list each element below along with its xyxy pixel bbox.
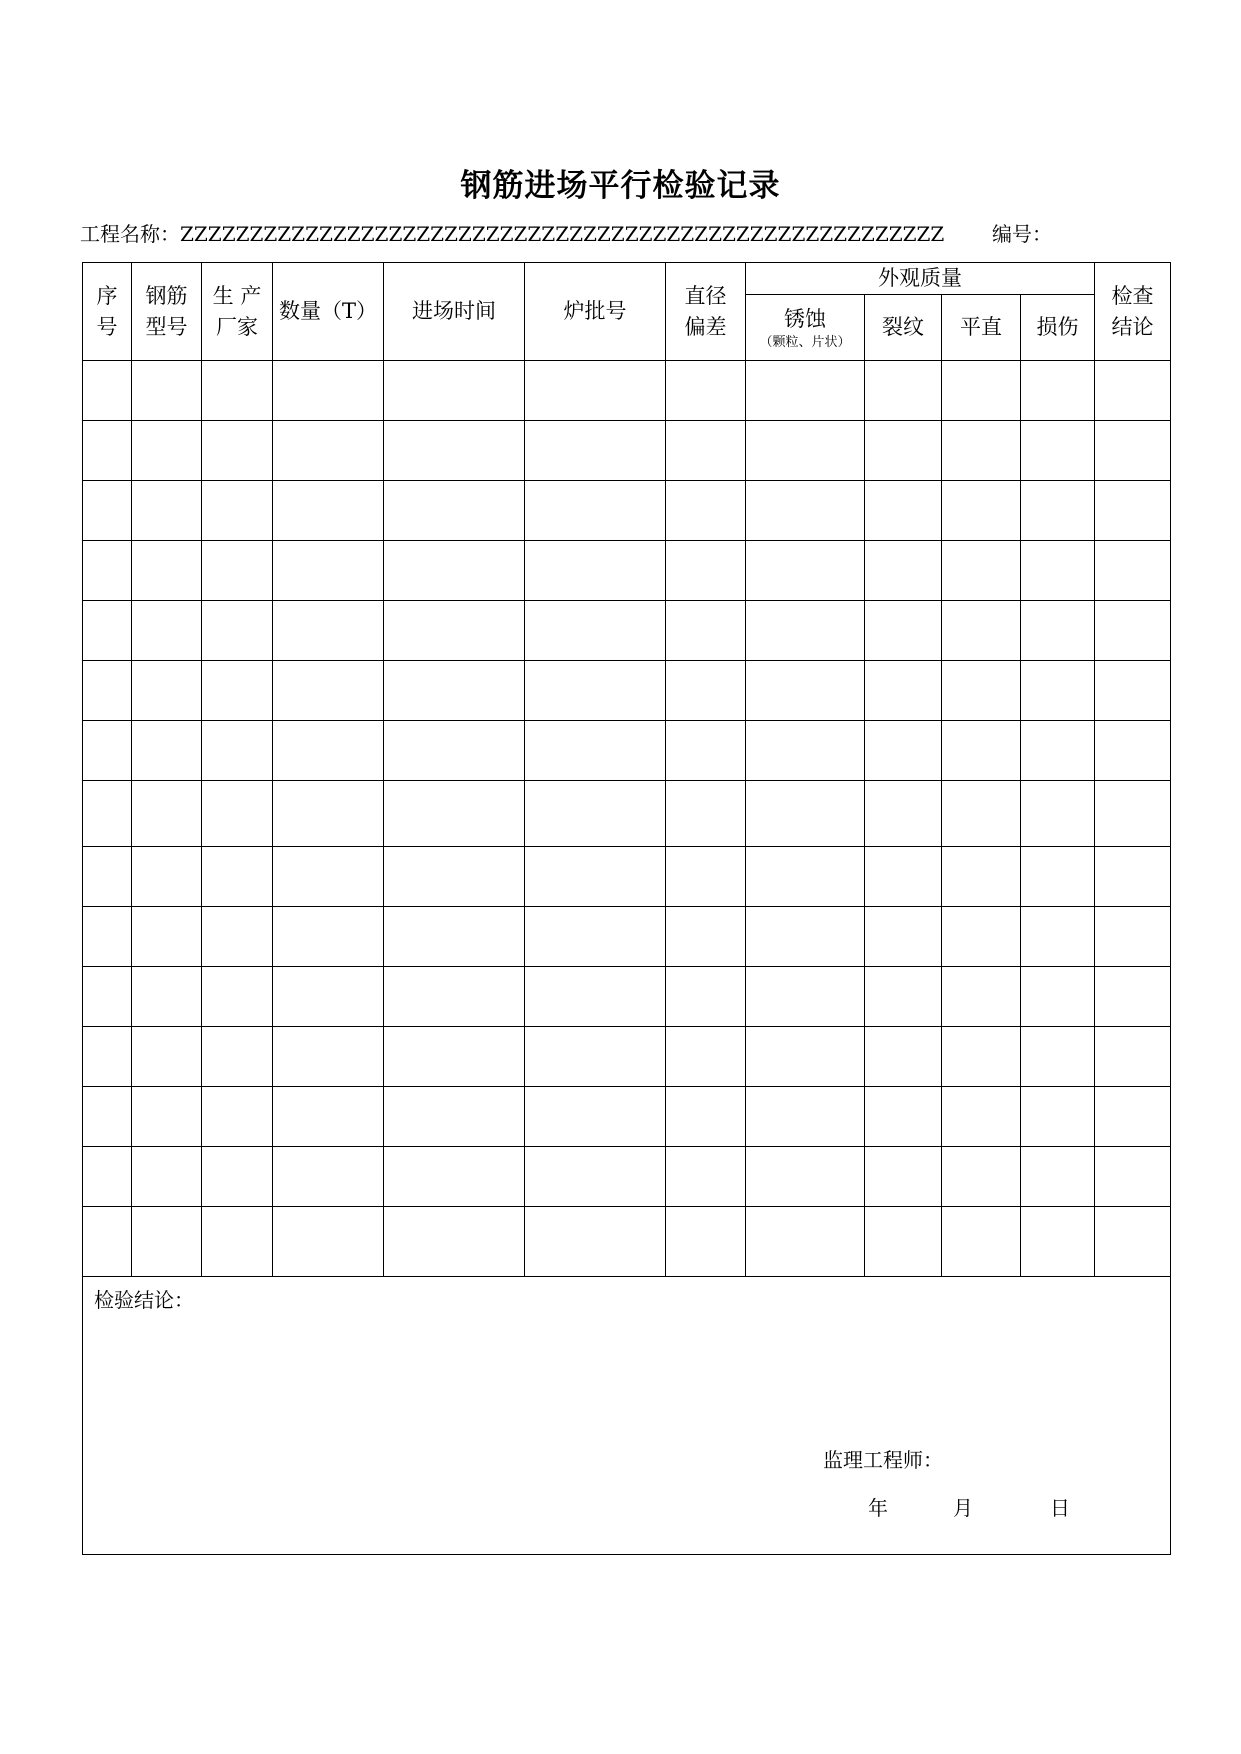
- table-cell: [746, 541, 865, 601]
- table-cell: [273, 361, 384, 421]
- table-cell: [666, 1147, 746, 1207]
- table-cell: [132, 481, 202, 541]
- date-year-label: 年: [868, 1496, 888, 1520]
- table-cell: [132, 541, 202, 601]
- table-cell: [746, 1147, 865, 1207]
- table-cell: [1095, 421, 1171, 481]
- table-cell: [865, 481, 942, 541]
- table-cell: [384, 421, 525, 481]
- table-cell: [273, 601, 384, 661]
- table-cell: [1095, 361, 1171, 421]
- table-cell: [525, 907, 666, 967]
- table-cell: [83, 661, 132, 721]
- header-batch-no: 炉批号: [525, 263, 666, 361]
- table-cell: [202, 421, 273, 481]
- table-cell: [1095, 481, 1171, 541]
- table-cell: [202, 481, 273, 541]
- table-row: [83, 361, 1171, 421]
- header-straightness: 平直: [942, 295, 1021, 361]
- table-cell: [666, 541, 746, 601]
- table-row: [83, 847, 1171, 907]
- table-cell: [942, 907, 1021, 967]
- conclusion-label: 检验结论：: [94, 1288, 194, 1312]
- table-cell: [384, 541, 525, 601]
- table-cell: [525, 541, 666, 601]
- table-row: [83, 541, 1171, 601]
- table-cell: [865, 361, 942, 421]
- table-cell: [1021, 601, 1095, 661]
- table-row: [83, 661, 1171, 721]
- table-cell: [1095, 1207, 1171, 1277]
- table-row: [83, 601, 1171, 661]
- table-cell: [202, 361, 273, 421]
- table-cell: [525, 481, 666, 541]
- supervisor-label: 监理工程师：: [823, 1448, 943, 1472]
- table-cell: [384, 1087, 525, 1147]
- table-cell: [1095, 601, 1171, 661]
- table-cell: [83, 907, 132, 967]
- table-cell: [83, 1087, 132, 1147]
- table-cell: [83, 481, 132, 541]
- table-cell: [132, 721, 202, 781]
- table-cell: [942, 361, 1021, 421]
- table-cell: [132, 781, 202, 847]
- table-cell: [746, 661, 865, 721]
- table-cell: [273, 1147, 384, 1207]
- table-cell: [666, 1087, 746, 1147]
- table-cell: [132, 361, 202, 421]
- table-row: [83, 781, 1171, 847]
- table-cell: [273, 721, 384, 781]
- table-cell: [1095, 781, 1171, 847]
- table-cell: [384, 661, 525, 721]
- table-cell: [1095, 541, 1171, 601]
- table-cell: [202, 721, 273, 781]
- table-cell: [1095, 1147, 1171, 1207]
- table-cell: [1095, 967, 1171, 1027]
- table-cell: [202, 967, 273, 1027]
- table-cell: [132, 1147, 202, 1207]
- table-cell: [202, 1087, 273, 1147]
- table-cell: [1021, 661, 1095, 721]
- table-cell: [83, 1147, 132, 1207]
- table-cell: [746, 421, 865, 481]
- project-name-line: [80, 218, 944, 247]
- table-cell: [273, 481, 384, 541]
- table-cell: [1095, 847, 1171, 907]
- header-seq: 序 号: [83, 263, 132, 361]
- table-cell: [865, 721, 942, 781]
- table-cell: [1095, 907, 1171, 967]
- table-cell: [746, 907, 865, 967]
- table-cell: [666, 481, 746, 541]
- table-cell: [132, 967, 202, 1027]
- table-cell: [202, 781, 273, 847]
- header-manufacturer: 生 产 厂家: [202, 263, 273, 361]
- table-cell: [132, 1207, 202, 1277]
- table-cell: [384, 1147, 525, 1207]
- table-cell: [525, 721, 666, 781]
- table-cell: [525, 847, 666, 907]
- table-cell: [1021, 1147, 1095, 1207]
- table-cell: [384, 907, 525, 967]
- table-cell: [202, 1027, 273, 1087]
- table-cell: [942, 421, 1021, 481]
- table-cell: [1021, 967, 1095, 1027]
- table-cell: [525, 781, 666, 847]
- table-row: [83, 1087, 1171, 1147]
- table-cell: [132, 1087, 202, 1147]
- header-crack: 裂纹: [865, 295, 942, 361]
- table-cell: [83, 601, 132, 661]
- table-cell: [746, 601, 865, 661]
- table-cell: [666, 421, 746, 481]
- conclusion-row: [83, 1277, 1171, 1555]
- table-cell: [666, 907, 746, 967]
- header-inspection-conclusion: 检查 结论: [1095, 263, 1171, 361]
- table-row: [83, 1207, 1171, 1277]
- table-cell: [384, 601, 525, 661]
- inspection-table: [82, 262, 1171, 1555]
- table-cell: [132, 1027, 202, 1087]
- table-cell: [132, 421, 202, 481]
- table-cell: [132, 601, 202, 661]
- table-cell: [1021, 1207, 1095, 1277]
- table-cell: [746, 1027, 865, 1087]
- table-cell: [746, 1087, 865, 1147]
- table-row: [83, 967, 1171, 1027]
- table-cell: [1021, 1027, 1095, 1087]
- project-name-value: ZZZZZZZZZZZZZZZZZZZZZZZZZZZZZZZZZZZZZZZZZZZZZZZZZZZZZZZ: [180, 222, 945, 246]
- table-cell: [273, 661, 384, 721]
- table-cell: [1021, 721, 1095, 781]
- table-cell: [384, 1027, 525, 1087]
- table-cell: [83, 847, 132, 907]
- table-cell: [273, 907, 384, 967]
- header-damage: 损伤: [1021, 295, 1095, 361]
- table-row: [83, 481, 1171, 541]
- header-entry-time: 进场时间: [384, 263, 525, 361]
- table-cell: [525, 1027, 666, 1087]
- table-cell: [865, 967, 942, 1027]
- document-title: 钢筋进场平行检验记录: [460, 168, 781, 204]
- table-cell: [273, 541, 384, 601]
- table-cell: [865, 1087, 942, 1147]
- table-cell: [942, 1207, 1021, 1277]
- table-cell: [1021, 1087, 1095, 1147]
- table-cell: [746, 967, 865, 1027]
- table-cell: [525, 421, 666, 481]
- table-cell: [202, 601, 273, 661]
- table-cell: [202, 847, 273, 907]
- table-row: [83, 421, 1171, 481]
- table-cell: [746, 481, 865, 541]
- table-cell: [384, 847, 525, 907]
- table-cell: [83, 541, 132, 601]
- table-cell: [525, 1087, 666, 1147]
- table-cell: [202, 661, 273, 721]
- table-cell: [525, 661, 666, 721]
- table-cell: [1021, 421, 1095, 481]
- table-cell: [384, 481, 525, 541]
- table-cell: [525, 601, 666, 661]
- table-cell: [273, 847, 384, 907]
- table-cell: [83, 1027, 132, 1087]
- date-day-label: 日: [1050, 1496, 1070, 1520]
- table-cell: [273, 1207, 384, 1277]
- table-cell: [132, 661, 202, 721]
- table-cell: [1021, 361, 1095, 421]
- project-name-label: 工程名称：: [80, 222, 180, 246]
- table-cell: [525, 361, 666, 421]
- table-cell: [1095, 1027, 1171, 1087]
- table-cell: [666, 601, 746, 661]
- table-cell: [666, 847, 746, 907]
- table-cell: [942, 481, 1021, 541]
- table-cell: [865, 1027, 942, 1087]
- table-cell: [384, 1207, 525, 1277]
- table-cell: [384, 967, 525, 1027]
- table-cell: [202, 541, 273, 601]
- table-row: [83, 1027, 1171, 1087]
- table-cell: [273, 967, 384, 1027]
- header-appearance-quality: 外观质量: [746, 263, 1095, 295]
- header-rebar-type: 钢筋 型号: [132, 263, 202, 361]
- table-cell: [666, 661, 746, 721]
- table-cell: [1021, 481, 1095, 541]
- table-cell: [942, 1027, 1021, 1087]
- table-cell: [865, 781, 942, 847]
- table-cell: [865, 661, 942, 721]
- table-cell: [273, 781, 384, 847]
- table-cell: [273, 421, 384, 481]
- table-cell: [666, 1027, 746, 1087]
- table-cell: [865, 541, 942, 601]
- table-row: [83, 721, 1171, 781]
- table-cell: [865, 847, 942, 907]
- table-cell: [865, 601, 942, 661]
- table-cell: [942, 967, 1021, 1027]
- table-cell: [666, 361, 746, 421]
- table-cell: [525, 1207, 666, 1277]
- table-cell: [666, 967, 746, 1027]
- table-cell: [273, 1087, 384, 1147]
- table-cell: [1021, 907, 1095, 967]
- table-cell: [83, 721, 132, 781]
- table-cell: [942, 847, 1021, 907]
- table-cell: [666, 1207, 746, 1277]
- table-cell: [1021, 781, 1095, 847]
- table-cell: [942, 781, 1021, 847]
- table-cell: [666, 721, 746, 781]
- table-cell: [83, 1207, 132, 1277]
- header-diameter-deviation: 直径 偏差: [666, 263, 746, 361]
- table-cell: [865, 907, 942, 967]
- table-cell: [1095, 1087, 1171, 1147]
- table-cell: [273, 1027, 384, 1087]
- header-quantity: 数量（T）: [273, 263, 384, 361]
- table-cell: [202, 907, 273, 967]
- table-cell: [384, 781, 525, 847]
- table-cell: [525, 967, 666, 1027]
- table-cell: [746, 847, 865, 907]
- table-cell: [1095, 721, 1171, 781]
- table-cell: [132, 847, 202, 907]
- table-cell: [202, 1147, 273, 1207]
- table-cell: [942, 1087, 1021, 1147]
- table-cell: [942, 721, 1021, 781]
- table-cell: [942, 1147, 1021, 1207]
- table-cell: [1095, 661, 1171, 721]
- header-rust: 锈蚀 （颗粒、片状）: [746, 295, 865, 361]
- date-month-label: 月: [953, 1496, 973, 1520]
- table-row: [83, 1147, 1171, 1207]
- table-cell: [83, 421, 132, 481]
- table-cell: [525, 1147, 666, 1207]
- table-cell: [202, 1207, 273, 1277]
- table-cell: [942, 661, 1021, 721]
- header-row: [83, 263, 1171, 295]
- table-cell: [1021, 847, 1095, 907]
- table-cell: [1021, 541, 1095, 601]
- table-cell: [666, 781, 746, 847]
- header-rust-note: （颗粒、片状）: [759, 335, 851, 350]
- table-cell: [746, 361, 865, 421]
- table-cell: [746, 781, 865, 847]
- record-number-label: 编号：: [992, 222, 1052, 246]
- table-cell: [384, 361, 525, 421]
- table-cell: [865, 421, 942, 481]
- table-cell: [942, 601, 1021, 661]
- table-cell: [384, 721, 525, 781]
- table-cell: [83, 361, 132, 421]
- table-row: [83, 907, 1171, 967]
- table-cell: [83, 967, 132, 1027]
- conclusion-cell: [83, 1277, 1171, 1555]
- table-cell: [746, 721, 865, 781]
- table-cell: [865, 1207, 942, 1277]
- table-cell: [746, 1207, 865, 1277]
- table-cell: [942, 541, 1021, 601]
- table-cell: [865, 1147, 942, 1207]
- table-cell: [83, 781, 132, 847]
- table-cell: [132, 907, 202, 967]
